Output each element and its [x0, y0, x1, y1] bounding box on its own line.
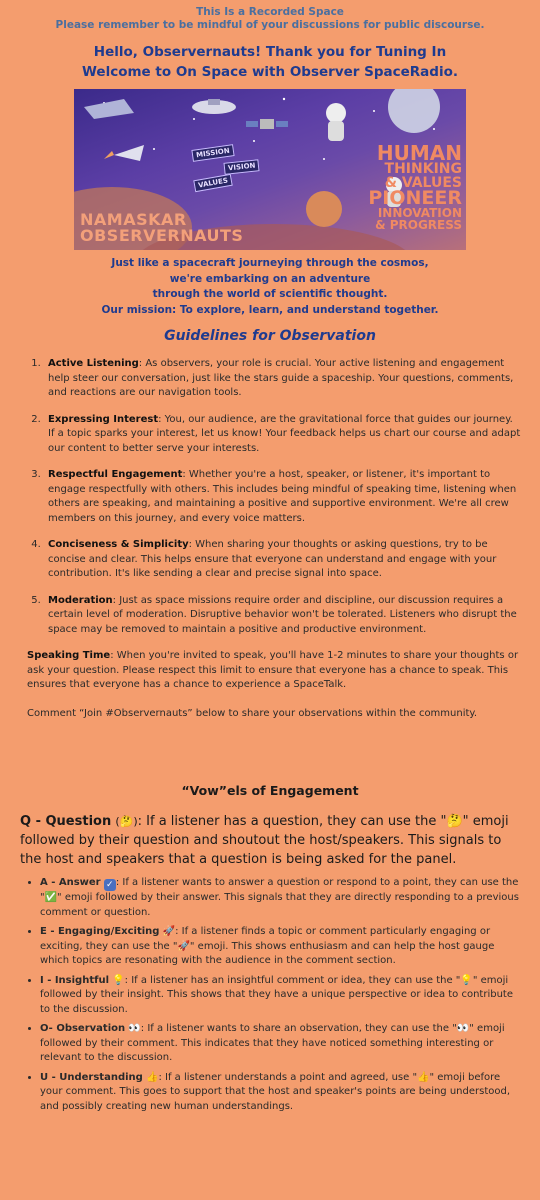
spaceship-icon [192, 99, 236, 114]
guidelines-title: Guidelines for Observation [164, 328, 376, 344]
question-text: If a listener has a question, they can use the "🤔" emoji followed by their question and shoutout the host/speakers. This signals to the host and speakers that a question is being asked for the panel. [20, 814, 509, 867]
rocket-icon: 🚀 [162, 926, 176, 937]
thinking-line: THINKING [384, 161, 462, 177]
vowel-text: If a listener wants to share an observation, they can use the "👀" emoji followed by their comment. This indicates that they have noticed something interesting or relevant to the discussion. [40, 1023, 505, 1063]
guideline-title: Moderation [48, 594, 113, 606]
vowel-title: I - Insightful [40, 974, 110, 986]
greeting-block [0, 42, 540, 82]
guideline-text: : You, our audience, are the gravitational force that guides our journey. If a topic sparks your interest, let us know! Your feedback helps us chart our course and adapt our content to better serve your interests. [48, 413, 521, 454]
guideline-text: : When sharing your thoughts or asking questions, try to be concise and clear. This helps ensure that everyone can understand and engage with your contribution. It's like sending a clear and precise signal into space. [48, 539, 497, 579]
vowel-text: If a listener has an insightful comment or idea, they can use the "💡" emoji followed by their insight. This shows that they have a unique perspective or idea to contribute to the discussion. [40, 974, 513, 1015]
list-item: • E - Engaging/Exciting 🚀: If a listener finds a topic or comment particularly engaging or exciting, they can use the "🚀" emoji. This shows enthusiasm and can help the host gauge which topics are resonating with the audience in the comment section. [40, 925, 522, 969]
satellite-icon [246, 119, 288, 129]
list-item [44, 413, 522, 457]
welcome-line: Welcome to On Space with Observer SpaceRadio. [82, 64, 458, 80]
speaking-time-title: Speaking Time [27, 650, 111, 661]
speaking-time-text: : When you're invited to speak, you'll have 1-2 minutes to share your thoughts or ask your question. Please respect this limit to ensure that everyone has a chance to speak. This ensures that everyone has a chance to experience a SpaceTalk. [27, 650, 519, 690]
question-paragraph: Q - Question (🤔): If a listener has a question, they can use the "🤔" emoji followed by their question and shoutout the host/speakers. This signals to the host and speakers that a question is being asked for the panel. [20, 814, 509, 867]
values-line: & VALUES [384, 175, 462, 191]
list-item [44, 468, 522, 526]
guideline-title: Expressing Interest [48, 413, 159, 425]
astronaut-icon [326, 103, 346, 141]
vowel-title: A - Answer [40, 877, 101, 888]
list-item: • U - Understanding 👍: If a listener understands a point and agreed, use "👍" emoji before your comment. This goes to support that the host and speaker's points are being understood, and possibly creating new human understandings. [40, 1071, 522, 1115]
vowels-list [0, 876, 540, 1114]
list-item [44, 357, 522, 401]
greeting: Hello, Observernauts! Thank you for Tuning In [93, 44, 447, 60]
namaskar-text [80, 212, 243, 244]
list-item: • A - Answer ✓ : If a listener wants to answer a question or respond to a point, they can use the "✅" emoji followed by their answer. This signals that they are directly responding to a previous comment or question. [40, 876, 522, 920]
human-thinking-text [368, 141, 462, 232]
list-item: • O- Observation 👀: If a listener wants to share an observation, they can use the "👀" emoji followed by their comment. This indicates that they have noticed something interesting or relevant to the discussion. [40, 1022, 522, 1066]
innovation-line: INNOVATION [377, 206, 462, 220]
guideline-text: : As observers, your role is crucial. Your active listening and engagement help steer our conversation, just like the stars guide a spaceship. Your questions, comments, and reactions are our navigation tools. [48, 358, 514, 398]
intro-line: Just like a spacecraft journeying through the cosmos, [111, 257, 429, 269]
rocket-icon [104, 145, 144, 161]
vowels-title: “Vow”els of Engagement [181, 783, 359, 798]
vowel-title: O- Observation [40, 1023, 126, 1034]
lightbulb-icon: 💡 [112, 974, 125, 986]
banner-image [74, 89, 466, 250]
guideline-title: Active Listening [48, 358, 139, 369]
observernauts-line: OBSERVERNAUTS [80, 226, 244, 245]
vowel-title: U - Understanding [40, 1071, 143, 1083]
speaking-time-paragraph [0, 649, 540, 693]
spacecraft-icon [84, 99, 134, 119]
guideline-text: : Whether you're a host, speaker, or listener, it's important to engage respectfully with others. This includes being mindful of speaking time, listening when others are speaking, and maintaining a positive and supportive environment. We're all crew members on this journey, and every voice matters. [48, 469, 517, 524]
thinking-face-icon: (🤔) [115, 815, 138, 828]
eyes-icon: 👀 [128, 1023, 141, 1034]
check-icon: ✓ [104, 879, 116, 891]
human-line: HUMAN [376, 141, 462, 165]
guidelines-list [0, 357, 540, 637]
recorded-notice: This Is a Recorded Space [196, 6, 344, 18]
list-item [44, 594, 522, 638]
namaskar-line: NAMASKAR [80, 210, 187, 229]
join-comment: Comment “Join #Observernauts” below to share your observations within the community. [27, 707, 478, 719]
progress-line: & PROGRESS [375, 218, 462, 232]
mission-line: Our mission: To explore, learn, and understand together. [101, 303, 439, 316]
guideline-text: : Just as space missions require order and discipline, our discussion requires a certain level of moderation. Disruptive behavior won't be tolerated. Listeners who disrupt the space may be removed to maintain a positive and productive environment. [48, 594, 517, 635]
intro-line: through the world of scientific thought. [152, 288, 388, 300]
intro-block [0, 256, 540, 318]
guideline-title: Respectful Engagement [48, 469, 183, 480]
vowel-text: If a listener understands a point and agreed, use "👍" emoji before your comment. This goes to support that the host and speaker's points are being understood, and possibly creating new human understandings. [40, 1071, 511, 1112]
mission-tag: MISSION [191, 144, 234, 162]
list-item [44, 538, 522, 582]
thumbs-up-icon: 👍 [146, 1071, 159, 1083]
intro-line: we're embarking on an adventure [169, 272, 371, 285]
values-tag: VALUES [193, 174, 233, 192]
notice-block [0, 0, 540, 32]
question-title: Q - Question [20, 814, 112, 829]
vision-tag: VISION [223, 159, 260, 175]
vowel-title: E - Engaging/Exciting [40, 926, 160, 937]
discourse-notice: Please remember to be mindful of your discussions for public discourse. [55, 19, 485, 31]
list-item: • I - Insightful 💡: If a listener has an insightful comment or idea, they can use the "💡" emoji followed by their insight. This shows that they have a unique perspective or idea to contribute to the discussion. [40, 974, 522, 1018]
guideline-title: Conciseness & Simplicity [48, 539, 189, 550]
pioneer-line: PIONEER [368, 187, 462, 209]
vowel-text: If a listener finds a topic or comment particularly engaging or exciting, they can use the "🚀" emoji. This shows enthusiasm and can help the host gauge which topics are resonating with the audience in the comment section. [40, 926, 495, 966]
vowel-text: If a listener wants to answer a question or respond to a point, they can use the "✅" emoji followed by their answer. This signals that they are directly responding to a previous comment or question. [40, 877, 519, 918]
